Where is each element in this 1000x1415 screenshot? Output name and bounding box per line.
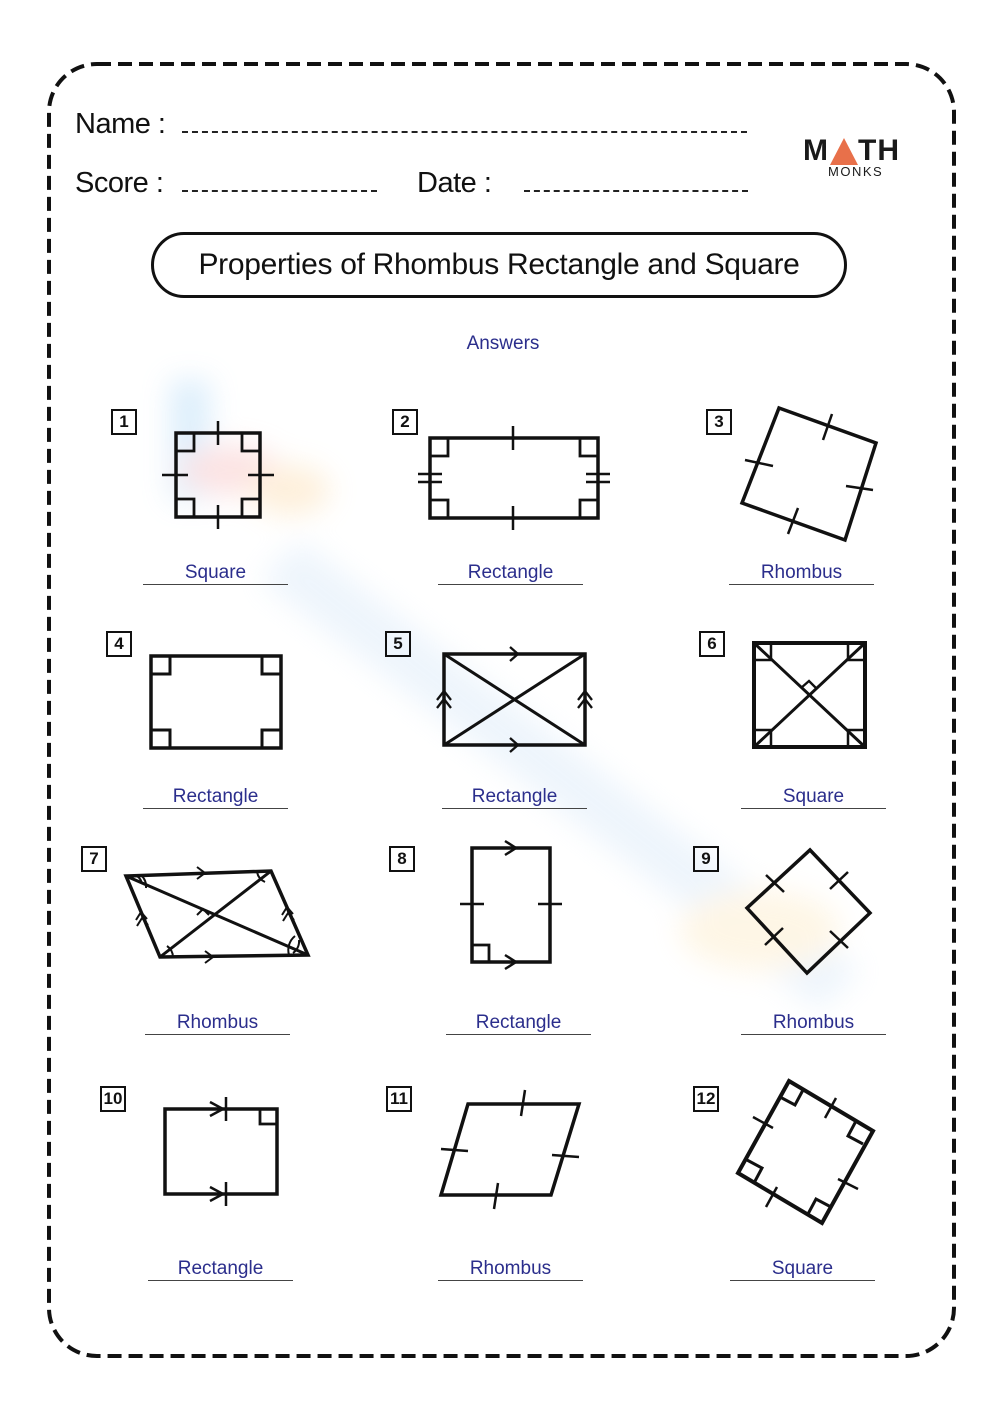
square-figure-12 [725,1075,885,1235]
logo-th: TH [858,134,900,167]
triangle-icon [830,138,858,165]
date-field[interactable] [524,190,748,192]
answer-5[interactable]: Rectangle [442,786,587,809]
problem-number-10: 10 [100,1086,126,1112]
rhombus-figure-9 [740,845,880,980]
problem-number-3: 3 [706,409,732,435]
name-label: Name : [75,108,166,140]
problem-number-6: 6 [699,631,725,657]
page-title: Properties of Rhombus Rectangle and Square [198,248,800,281]
square-diagonals-figure-6 [745,635,875,755]
square-figure-1 [150,415,290,525]
problem-number-11: 11 [386,1086,412,1112]
math-monks-logo [803,136,898,182]
rectangle-figure-2 [410,420,620,530]
answer-10[interactable]: Rectangle [148,1258,293,1281]
rectangle-figure-4 [140,645,300,760]
rhombus-figure-3 [730,400,890,550]
logo-m: M [803,134,829,167]
problem-number-4: 4 [106,631,132,657]
logo-subtitle: MONKS [828,164,884,179]
answer-6[interactable]: Square [741,786,886,809]
rectangle-figure-10 [155,1095,290,1210]
answer-9[interactable]: Rhombus [741,1012,886,1035]
score-field[interactable] [182,190,377,192]
problem-number-7: 7 [81,846,107,872]
problem-number-12: 12 [693,1086,719,1112]
problem-number-1: 1 [111,409,137,435]
problem-number-2: 2 [392,409,418,435]
problem-number-9: 9 [693,846,719,872]
answer-12[interactable]: Square [730,1258,875,1281]
answer-11[interactable]: Rhombus [438,1258,583,1281]
answer-7[interactable]: Rhombus [145,1012,290,1035]
answers-heading: Answers [466,333,540,354]
answer-8[interactable]: Rectangle [446,1012,591,1035]
problem-number-5: 5 [385,631,411,657]
rectangle-figure-8 [455,840,570,970]
date-label: Date : [417,167,492,199]
title-banner [151,232,847,298]
rectangle-diagonals-figure-5 [430,640,600,760]
answer-2[interactable]: Rectangle [438,562,583,585]
name-field[interactable] [182,131,747,133]
answer-1[interactable]: Square [143,562,288,585]
answer-3[interactable]: Rhombus [729,562,874,585]
rhombus-figure-11 [430,1085,595,1210]
rhombus-diagonals-figure-7 [115,860,320,970]
problem-number-8: 8 [389,846,415,872]
score-label: Score : [75,167,164,199]
answer-4[interactable]: Rectangle [143,786,288,809]
